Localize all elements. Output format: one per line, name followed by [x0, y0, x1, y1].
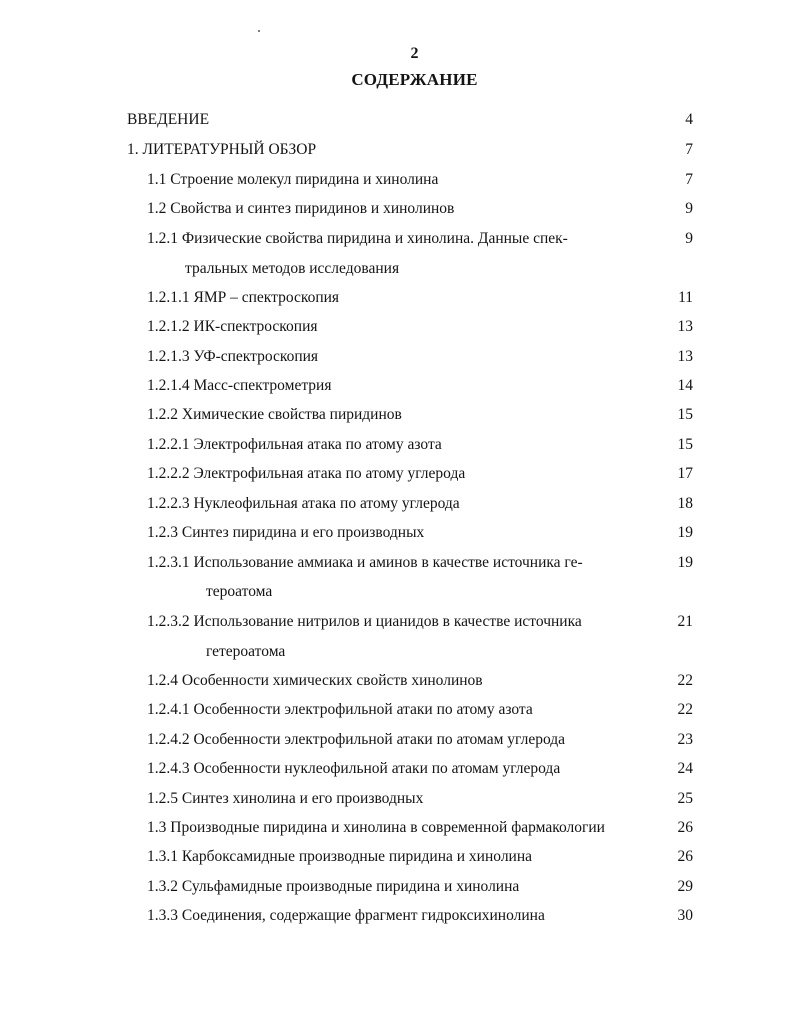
toc-entry-text[interactable]: 1.2.2.3 Нуклеофильная атака по атому углерода [147, 495, 460, 512]
toc-entry-text[interactable]: 1.3.1 Карбоксамидные производные пиридина и хинолина [147, 848, 533, 865]
toc-entry-page: 4 [685, 111, 693, 128]
page-number: 2 [410, 45, 419, 62]
toc-entry-page: 25 [677, 790, 693, 807]
toc-entry-page: 26 [677, 848, 693, 865]
toc-entry-page: 14 [677, 377, 693, 394]
toc-entry-page: 18 [677, 495, 693, 512]
page-title: СОДЕРЖАНИЕ [351, 70, 478, 89]
toc-entry-page: 7 [685, 171, 693, 188]
toc-entry-page: 21 [677, 613, 693, 630]
toc-entry-continuation: гетероатома [206, 643, 286, 660]
toc-entry-text[interactable]: 1.3 Производные пиридина и хинолина в современной фармакологии [147, 819, 605, 836]
toc-entry-text[interactable]: 1.2.5 Синтез хинолина и его производных [147, 790, 424, 807]
toc-entry-page: 22 [677, 701, 693, 718]
toc-entry-page: 13 [677, 348, 693, 365]
toc-entry-page: 9 [685, 230, 693, 247]
toc-entry-text[interactable]: 1.2.2.1 Электрофильная атака по атому азота [147, 436, 442, 453]
scan-speck [258, 30, 260, 32]
toc-entry-page: 17 [677, 465, 693, 482]
toc-entry-text[interactable]: 1.2.2.2 Электрофильная атака по атому углерода [147, 465, 466, 482]
toc-entry-text[interactable]: 1.3.3 Соединения, содержащие фрагмент гидроксихинолина [147, 907, 545, 924]
toc-entry-text[interactable]: 1.2.3.1 Использование аммиака и аминов в качестве источника ге- [147, 554, 583, 571]
toc-entry-page: 9 [685, 200, 693, 217]
toc-entry-text[interactable]: ВВЕДЕНИЕ [127, 111, 210, 128]
toc-entry-text[interactable]: 1.2.1.3 УФ-спектроскопия [147, 348, 319, 365]
toc-entry-text[interactable]: 1.2.2 Химические свойства пиридинов [147, 406, 402, 423]
toc-entry-page: 11 [678, 289, 693, 306]
toc-entry-text[interactable]: 1.2.1.4 Масс-спектрометрия [147, 377, 332, 394]
toc-entry-page: 19 [677, 524, 693, 541]
toc-entry-page: 24 [677, 760, 693, 777]
toc-entry-text[interactable]: 1.2.4.2 Особенности электрофильной атаки по атомам углерода [147, 731, 566, 748]
toc-entry-text[interactable]: 1.2.4.3 Особенности нуклеофильной атаки по атомам углерода [147, 760, 561, 777]
toc-entry-page: 15 [677, 436, 693, 453]
toc-entry-page: 30 [677, 907, 693, 924]
toc-entry-text[interactable]: 1.3.2 Сульфамидные производные пиридина и хинолина [147, 878, 520, 895]
toc-entry-page: 13 [677, 318, 693, 335]
toc-entry-text[interactable]: 1.2.4 Особенности химических свойств хинолинов [147, 672, 483, 689]
toc-entry-text[interactable]: 1. ЛИТЕРАТУРНЫЙ ОБЗОР [127, 141, 317, 158]
toc-entry-page: 23 [677, 731, 693, 748]
toc-entry-page: 15 [677, 406, 693, 423]
toc-entry-page: 19 [677, 554, 693, 571]
toc-entry-page: 29 [677, 878, 693, 895]
toc-entry-text[interactable]: 1.1 Строение молекул пиридина и хинолина [147, 171, 439, 188]
toc-entry-page: 7 [685, 141, 693, 158]
toc-entry-text[interactable]: 1.2.1.1 ЯМР – спектроскопия [147, 289, 340, 306]
toc-entry-text[interactable]: 1.2.1.2 ИК-спектроскопия [147, 318, 318, 335]
toc-entry-text[interactable]: 1.2.1 Физические свойства пиридина и хинолина. Данные спек- [147, 230, 568, 247]
toc-entry-text[interactable]: 1.2.3.2 Использование нитрилов и цианидов в качестве источника [147, 613, 582, 630]
toc-entry-continuation: тероатома [206, 583, 273, 600]
toc-entry-page: 22 [677, 672, 693, 689]
toc-entry-continuation: тральных методов исследования [185, 260, 400, 277]
toc-entry-text[interactable]: 1.2.4.1 Особенности электрофильной атаки по атому азота [147, 701, 533, 718]
toc-entry-text[interactable]: 1.2.3 Синтез пиридина и его производных [147, 524, 425, 541]
toc-entry-page: 26 [677, 819, 693, 836]
toc-entry-text[interactable]: 1.2 Свойства и синтез пиридинов и хинолинов [147, 200, 455, 217]
